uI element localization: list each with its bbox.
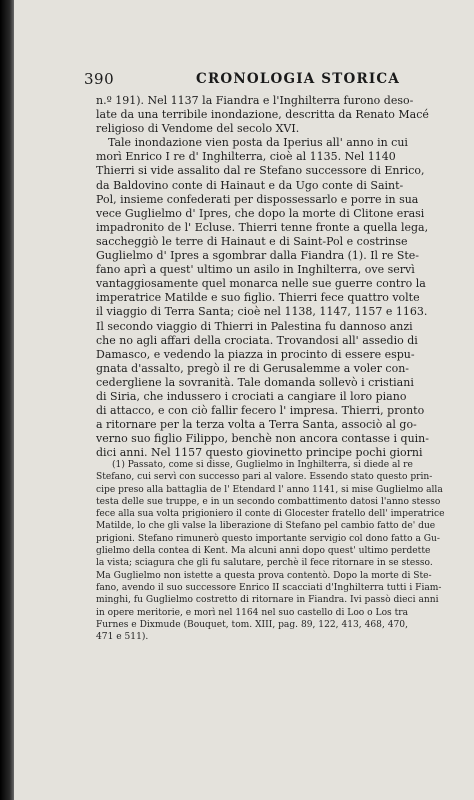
footnote-line: Furnes e Dixmude (Bouquet, tom. XIII, pag. 89, 122, 413, 468, 470, <box>96 619 408 630</box>
footnote-line: fano, avendo il suo successore Enrico II scacciati d'Inghilterra tutti i Fiam- <box>96 582 442 593</box>
text-line: verno suo figlio Filippo, benchè non ancora contasse i quin- <box>96 432 429 446</box>
text-line: di attacco, e con ciò fallir fecero l' impresa. Thierri, pronto <box>96 404 425 418</box>
page-gutter-shadow <box>0 0 14 800</box>
text-line: vantaggiosamente quel monarca nelle sue guerre contro la <box>96 277 426 291</box>
text-line: saccheggiò le terre di Hainaut e di Saint-Pol e costrinse <box>96 234 408 248</box>
page-header <box>14 70 474 90</box>
text-line: n.º 191). Nel 1137 la Fiandra e l'Inghilterra furono deso- <box>96 94 414 107</box>
text-line: a ritornare per la terza volta a Terra Santa, associò al go- <box>96 418 417 432</box>
footnote-line: fece alla sua volta prigioniero il conte di Glocester fratello dell' imperatrice <box>96 509 445 520</box>
text-line: morì Enrico I re d' Inghilterra, cioè al 1135. Nel 1140 <box>96 150 396 164</box>
text-line: Tale inondazione vien posta da Iperius all' anno in cui <box>108 136 408 150</box>
text-line: fano aprì a quest' ultimo un asilo in Inghilterra, ove servì <box>96 263 415 277</box>
text-line: cedergliene la sovranità. Tale domanda sollevò i cristiani <box>96 375 414 389</box>
footnote-line: Matilde, lo che gli valse la liberazione di Stefano pel cambio fatto de' due <box>96 521 436 532</box>
text-line: il viaggio di Terra Santa; cioè nel 1138, 1147, 1157 e 1163. <box>96 305 428 319</box>
footnote <box>96 459 464 643</box>
footnote-line: (1) Passato, come si disse, Guglielmo in Inghilterra, si diede al re <box>112 460 413 470</box>
text-line: late da una terribile inondazione, descritta da Renato Macé <box>96 108 429 122</box>
text-line: di Siria, che indussero i crociati a cangiare il loro piano <box>96 389 407 403</box>
footnote-line: in opere meritorie, e morì nel 1164 nel suo castello di Loo o Los tra <box>96 607 409 618</box>
text-line: che no agli affari della crociata. Trovandosi all' assedio di <box>96 333 418 347</box>
page-number: 390 <box>84 70 115 88</box>
text-line: vece Guglielmo d' Ipres, che dopo la morte di Clitone erasi <box>96 206 425 220</box>
footnote-line: Stefano, cui servì con successo pari al valore. Essendo stato questo prin- <box>96 472 433 483</box>
text-line: dici anni. Nel 1157 questo giovinetto principe pochi giorni <box>96 446 423 460</box>
footnote-line: 471 e 511). <box>96 632 149 643</box>
text-line: Pol, insieme confederati per dispossessarlo e porre in sua <box>96 192 419 206</box>
text-line: Damasco, e vedendo la piazza in procinto di essere espu- <box>96 347 415 361</box>
footnote-line: cipe preso alla battaglia de l' Etendard l' anno 1141, si mise Guglielmo alla <box>96 484 443 495</box>
footnote-line: glielmo della contea di Kent. Ma alcuni anni dopo quest' ultimo perdette <box>96 546 431 557</box>
main-text <box>96 94 464 460</box>
footnote-line: prigioni. Stefano rimunerò questo importante servigio col dono fatto a Gu- <box>96 533 440 544</box>
text-line: Thierri si vide assalito dal re Stefano successore di Enrico, <box>96 164 425 178</box>
footnote-line: testa delle sue truppe, e in un secondo combattimento datosi l'anno stesso <box>96 496 441 507</box>
running-title: CRONOLOGIA STORICA <box>196 71 401 87</box>
text-line: impadronito de l' Ecluse. Thierri tenne fronte a quella lega, <box>96 220 429 234</box>
text-line: da Baldovino conte di Hainaut e da Ugo conte di Saint- <box>96 178 404 192</box>
text-line: Il secondo viaggio di Thierri in Palestina fu dannoso anzi <box>96 319 413 333</box>
footnote-line: la vista; sciagura che gli fu salutare, perchè il fece ritornare in se stesso. <box>96 558 433 569</box>
footnote-line: Ma Guglielmo non istette a questa prova contentò. Dopo la morte di Ste- <box>96 570 432 581</box>
book-page <box>14 0 474 800</box>
footnote-line: minghi, fu Guglielmo costretto di ritornare in Fiandra. Ivi passò dieci anni <box>96 595 439 606</box>
text-line: religioso di Vendome del secolo XVI. <box>96 122 300 136</box>
text-line: imperatrice Matilde e suo figlio. Thierri fece quattro volte <box>96 291 420 305</box>
text-line: Guglielmo d' Ipres a sgombrar dalla Fiandra (1). Il re Ste- <box>96 249 420 263</box>
text-line: gnata d'assalto, pregò il re di Gerusalemme a voler con- <box>96 361 410 375</box>
